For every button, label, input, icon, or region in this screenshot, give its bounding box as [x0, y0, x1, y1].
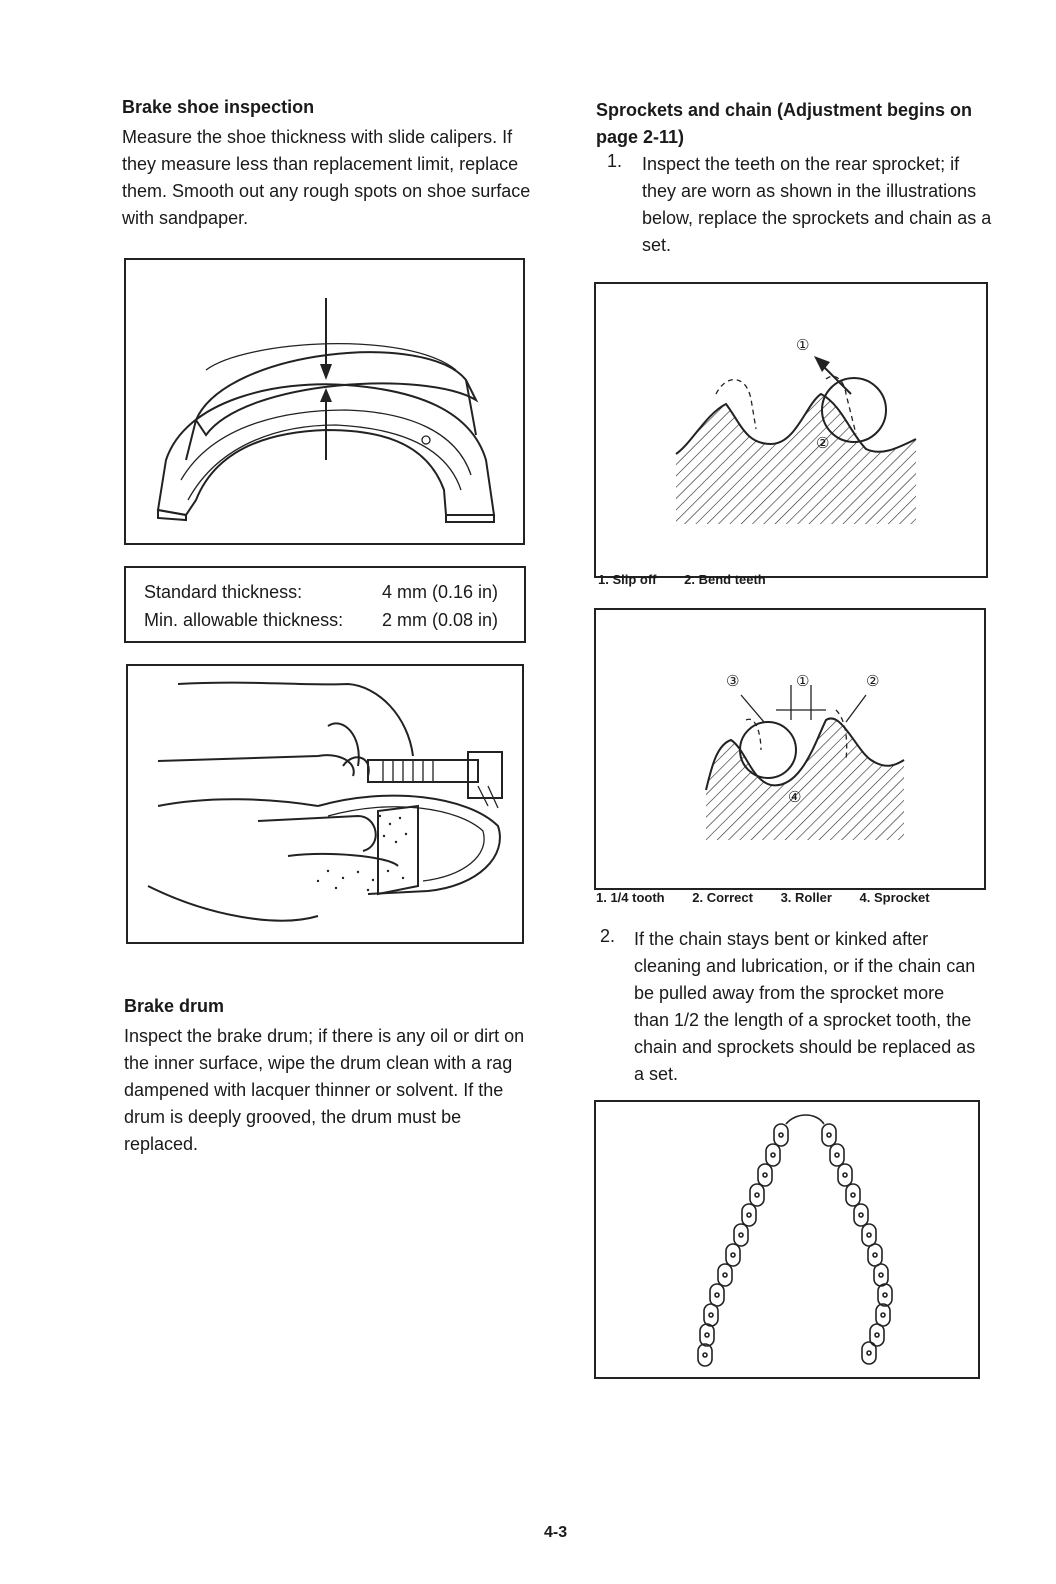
fig2-caption-1: 1. 1/4 tooth [596, 890, 665, 905]
chain-figure [594, 1100, 980, 1379]
fig2-caption-4: 4. Sprocket [859, 890, 930, 905]
fig2-marker-1: ① [796, 673, 810, 690]
fig2-captions [596, 890, 954, 905]
brake-drum-body: Inspect the brake drum; if there is any oil or dirt on the inner surface, wipe the drum clean with a rag dampened with lacquer thinner or solvent. If the drum is deeply grooved, the drum must be replaced. [124, 1026, 525, 1154]
spec-min-value: 2 mm (0.08 in) [382, 610, 499, 630]
step2-number: 2. [600, 926, 616, 946]
spec-min-label: Min. allowable thickness: [144, 610, 344, 630]
brake-shoe-body: Measure the shoe thickness with slide calipers. If they measure less than replacement limit, replace them. Smooth out any rough spots on shoe surface with sandpaper. [122, 127, 531, 228]
fig2-marker-2: ② [866, 673, 880, 690]
step1-number: 1. [607, 151, 623, 171]
caliper-figure [126, 664, 524, 944]
page-number: 4-3 [544, 1524, 568, 1541]
spec-standard-value: 4 mm (0.16 in) [382, 582, 499, 602]
step1-text: Inspect the teeth on the rear sprocket; if they are worn as shown in the illustrations below, replace the sprockets and chain as a set. [642, 154, 992, 255]
fig2-marker-3: ③ [726, 673, 740, 690]
brake-shoe-heading: Brake shoe inspection [122, 97, 315, 117]
fig1-marker-1: ① [796, 337, 810, 354]
sprocket-figure-2 [594, 608, 986, 890]
brake-drum-heading: Brake drum [124, 996, 225, 1016]
spec-standard-label: Standard thickness: [144, 582, 303, 602]
spec-box [124, 566, 526, 643]
fig1-captions [598, 572, 790, 587]
fig2-caption-2: 2. Correct [692, 890, 753, 905]
fig1-marker-2: ② [816, 435, 830, 452]
sprockets-heading: Sprockets and chain (Adjustment begins on page 2-11) [596, 100, 973, 147]
fig2-marker-4: ④ [788, 789, 802, 806]
step2-text: If the chain stays bent or kinked after cleaning and lubrication, or if the chain can be pulled away from the sprocket more than 1/2 the length of a sprocket tooth, the chain and sprockets should be replaced as a set. [634, 929, 976, 1084]
sprocket-figure-1 [594, 282, 988, 578]
brake-shoe-figure [124, 258, 525, 545]
fig1-caption-1: 1. Slip off [598, 572, 657, 587]
fig2-caption-3: 3. Roller [780, 890, 832, 905]
fig1-caption-2: 2. Bend teeth [684, 572, 766, 587]
